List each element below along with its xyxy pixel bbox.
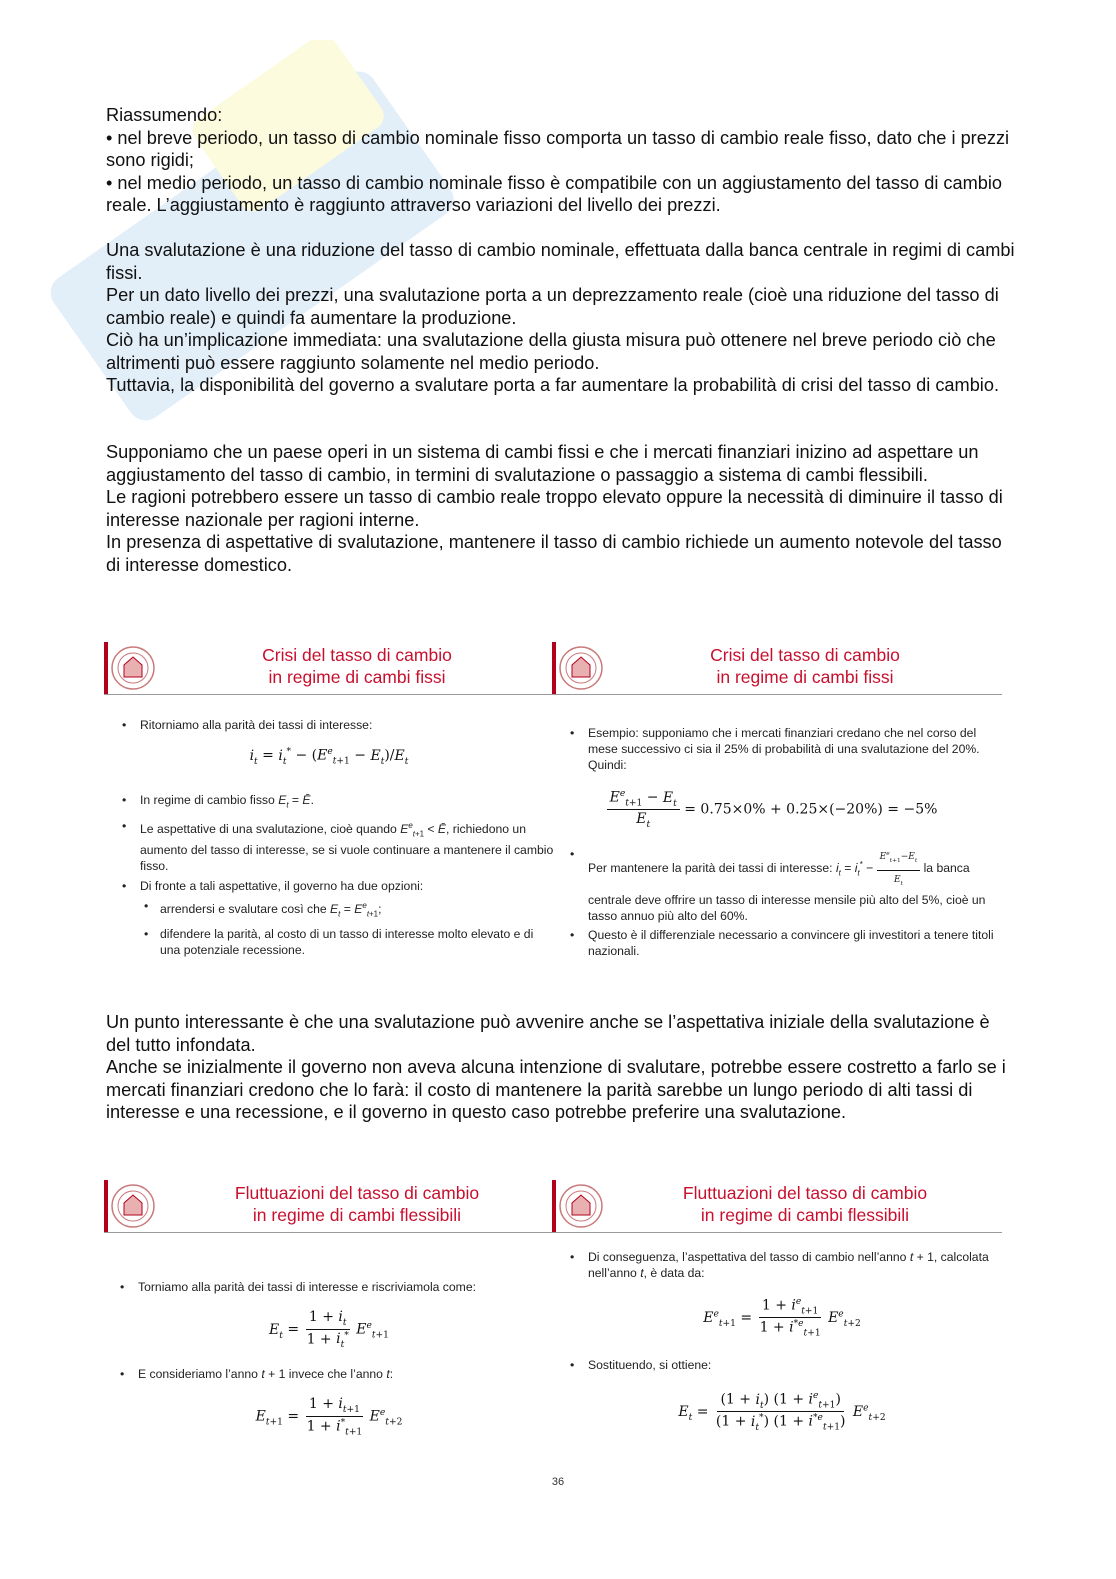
slide-sub-bullet: • arrendersi e svalutare così che $E_t = E^e_{t+1}$; xyxy=(144,899,382,919)
page-number: 36 xyxy=(551,1476,565,1488)
paragraph: Tuttavia, la disponibilità del governo a svalutare porta a far aumentare la probabilità di crisi del tasso di cambio. xyxy=(106,375,1000,395)
uip-formula: $i_t = i_t^* - (E^e_{t+1} - E_t)/E_t$ xyxy=(249,747,409,767)
slide-bullet: • Ritorniamo alla parità dei tassi di interesse: xyxy=(122,718,373,732)
slide-bullet: • Sostituendo, si ottiene: xyxy=(570,1357,712,1372)
paragraph: Ciò ha un’implicazione immediata: una svalutazione della giusta misura può ottenere nel breve periodo ciò che altrimenti può essere raggiunto solamente nel medio periodo. xyxy=(106,330,996,373)
self-fulfilling-block xyxy=(106,1011,1016,1124)
university-seal-icon xyxy=(558,1183,604,1229)
paragraph: Un punto interessante è che una svalutazione può avvenire anche se l’aspettativa iniziale della svalutazione è del tutto infondata. xyxy=(106,1012,990,1055)
slide-title-line2: in regime di cambi fissi xyxy=(716,667,894,687)
slide-bullet: • Di fronte a tali aspettative, il governo ha due opzioni: xyxy=(122,879,424,894)
paragraph: Una svalutazione è una riduzione del tasso di cambio nominale, effettuata dalla banca centrale in regimi di cambi fissi. xyxy=(106,240,1015,283)
slide-bullet: • Per mantenere la parità dei tassi di interesse: $i_t = i_t^*$ − $\frac{E^e_{t+1}-E_t}{E_t}$ la banca centrale deve offrire un tasso di interesse mensile più alto del 5%, cioè un tasso annuo più alto del 60%. xyxy=(570,847,986,923)
slide-sub-bullet: • difendere la parità, al costo di un tasso di interesse molto elevato e di una potenziale recessione. xyxy=(144,926,534,957)
slide-flexible-1 xyxy=(104,1180,554,1438)
slide-title-line1: Fluttuazioni del tasso di cambio xyxy=(682,1183,928,1203)
slide-title xyxy=(160,1182,554,1226)
devaluation-block xyxy=(106,239,1016,397)
expectation-formula: $\frac{E^e_{t+1} - E_t}{E_t}$ = 0.75×0% + 0.25×(−20%) = −5% xyxy=(548,789,996,830)
paragraph: Anche se inizialmente il governo non aveva alcuna intenzione di svalutare, potrebbe essere costretto a farlo se i mercati finanziari credono che lo farà: il costo di mantenere la parità sarebbe un lungo periodo di alti tassi di interesse e una recessione, e il governo in questo caso potrebbe preferire una svalutazione. xyxy=(106,1057,1006,1122)
university-seal-icon xyxy=(110,1183,156,1229)
summary-block xyxy=(106,104,1016,217)
slide-crisis-1 xyxy=(104,642,554,958)
slide-title-line1: Crisi del tasso di cambio xyxy=(262,645,452,665)
slide-title-line2: in regime di cambi flessibili xyxy=(700,1205,910,1225)
slide-header xyxy=(552,1180,1002,1233)
paragraph: Supponiamo che un paese operi in un sistema di cambi fissi e che i mercati finanziari inizino ad aspettare un aggiustamento del tasso di cambio, in termini di svalutazione o passaggio a sistema di cambi flessibili. xyxy=(106,442,979,485)
slide-bullet: • E consideriamo l’anno t + 1 invece che l’anno t: xyxy=(120,1367,394,1382)
slide-title xyxy=(608,1182,1002,1226)
slide-title-line2: in regime di cambi fissi xyxy=(268,667,446,687)
slide-bullet: • In regime di cambio fisso $E_t$ = Ē. xyxy=(122,793,314,810)
university-seal-icon xyxy=(558,645,604,691)
summary-bullet-medium: • nel medio periodo, un tasso di cambio nominale fisso è compatibile con un aggiustamento del tasso di cambio reale. L’aggiustamento è raggiunto attraverso variazioni del livello dei prezzi. xyxy=(106,172,1003,215)
slide-body xyxy=(552,1233,1002,1433)
slide-bullet: • Questo è il differenziale necessario a convincere gli investitori a tenere titoli nazionali. xyxy=(570,927,994,958)
substituted-formula: $E_t$ = $\frac{(1 + i_t) (1 + i^e_{t+1})}{(1 + i_t^*) (1 + i^{*e}_{t+1})}$ $E^e_{t+2}$ xyxy=(678,1390,886,1433)
slide-accent-bar xyxy=(552,1180,556,1232)
expected-rate-formula: $E^e_{t+1}$ = $\frac{1 + i^e_{t+1}}{1 + i^{*e}_{t+1}}$ $E^e_{t+2}$ xyxy=(703,1297,861,1339)
slide-title-line1: Crisi del tasso di cambio xyxy=(710,645,900,665)
expectations-block xyxy=(106,441,1016,576)
slide-title-line2: in regime di cambi flessibili xyxy=(252,1205,462,1225)
slide-header xyxy=(552,642,1002,695)
slide-body xyxy=(104,1233,554,1438)
slide-accent-bar xyxy=(104,1180,108,1232)
slide-bullet: • Le aspettative di una svalutazione, cioè quando $E^e_{t+1}$ < Ē, richiedono un aumento del tasso di interesse, se si vuole continuare a mantenere il cambio fisso. xyxy=(122,818,554,874)
slide-body xyxy=(552,695,1002,959)
paragraph: Per un dato livello dei prezzi, una svalutazione porta a un deprezzamento reale (cioè una riduzione del tasso di cambio reale) e quindi fa aumentare la produzione. xyxy=(106,285,999,328)
slide-title-line1: Fluttuazioni del tasso di cambio xyxy=(234,1183,480,1203)
paragraph: In presenza di aspettative di svalutazione, mantenere il tasso di cambio richiede un aumento notevole del tasso di interesse domestico. xyxy=(106,532,1002,575)
slide-header xyxy=(104,642,554,695)
slide-accent-bar xyxy=(552,642,556,694)
exchange-rate-formula: $E_t$ = $\frac{1 + i_t}{1 + i_t^*}$ $E^e_{t+1}$ xyxy=(269,1309,389,1351)
slide-flexible-2 xyxy=(552,1180,1002,1433)
slide-bullet: • Di conseguenza, l’aspettativa del tasso di cambio nell’anno t + 1, calcolata nell’anno t, è data da: xyxy=(570,1250,989,1280)
paragraph: Le ragioni potrebbero essere un tasso di cambio reale troppo elevato oppure la necessità di diminuire il tasso di interesse nazionale per ragioni interne. xyxy=(106,487,1003,530)
summary-bullet-short: • nel breve periodo, un tasso di cambio nominale fisso comporta un tasso di cambio reale fisso, dato che i prezzi sono rigidi; xyxy=(106,127,1010,170)
summary-heading: Riassumendo: xyxy=(106,105,223,125)
slide-title xyxy=(160,644,554,688)
formula-rhs: = 0.75×0% + 0.25×(−20%) = −5% xyxy=(684,801,938,818)
sub-bullets xyxy=(140,898,554,958)
exchange-rate-formula-next: $E_{t+1}$ = $\frac{1 + i_{t+1}}{1 + i^*_{t+1}}$ $E^e_{t+2}$ xyxy=(255,1396,403,1438)
slide-crisis-2 xyxy=(552,642,1002,959)
slide-bullet: • Torniamo alla parità dei tassi di interesse e riscriviamola come: xyxy=(120,1280,476,1294)
slide-bullet: • Esempio: supponiamo che i mercati finanziari credano che nel corso del mese successivo ci sia il 25% di probabilità di una svalutazione del 20%. Quindi: xyxy=(570,726,980,772)
slide-body xyxy=(104,695,554,958)
slide-title xyxy=(608,644,1002,688)
university-seal-icon xyxy=(110,645,156,691)
slide-header xyxy=(104,1180,554,1233)
slide-accent-bar xyxy=(104,642,108,694)
